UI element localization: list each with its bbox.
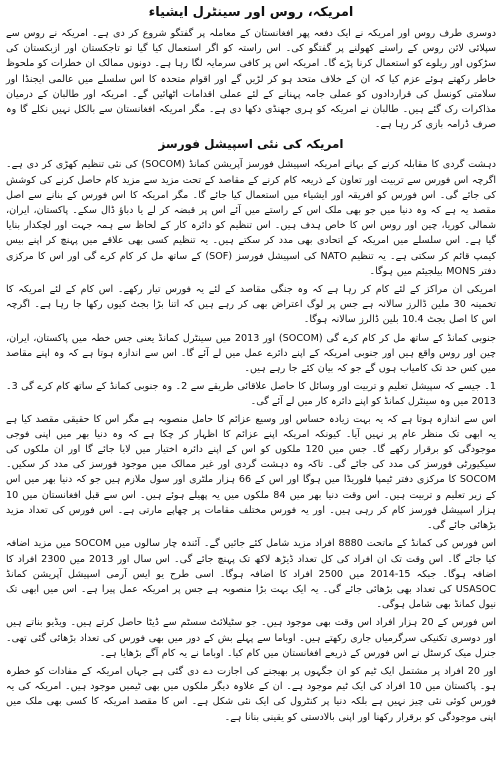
article-paragraph: جنوبی کمانڈ کے ساتھ مل کر کام کرے گی (SOCOM) اور 2013 میں سینٹرل کمانڈ یعنی جس خطہ میں پاکستان، ایران، چین اور روس واقع ہیں اور جنوبی امریکہ کے اپنے دائرے عمل میں لے آئے گا۔ اس سے اندازہ ہوتا ہے کہ وہ اپنے مقاصد میں کس حد تک کامیاب ہوں گے جو کہ بیان کئے جا رہے ہیں۔ [6, 332, 496, 375]
article-paragraph: اس فورس کے 20 ہزار افراد اس وقت بھی موجود ہیں۔ جو سٹیلائٹ سسٹم سے ڈیٹا حاصل کرتے ہیں۔ ویڈیو بناتے ہیں اور دوسری تکنیکی سرگرمیاں جاری رکھتے ہیں۔ اوباما سے پہلے بش کے دور میں بھی فورس کی تعداد بڑھائی گئی تھی۔ جنرل میک کرسٹل نے اس فورس کے ذریعے افغانستان میں کام کیا۔ اوباما نے یہ کام آگے بڑھایا ہے۔ [6, 617, 496, 659]
article-paragraph: اور 20 افراد پر مشتمل ایک ٹیم کو ان جگہوں پر بھیجنے کی اجازت دے دی گئی ہے جہاں امریکہ کے مفادات کو خطرہ ہو۔ پاکستان میں 10 افراد کی ایک ٹیم موجود ہے۔ ان کے علاوہ دیگر ملکوں میں بھی ٹیمیں موجود ہیں۔ امریکہ کی یہ فورس کوئی نئی چیز نہیں ہے بلکہ دنیا پر کنٹرول کی ایک نئی شکل ہے۔ اس کا مقصد امریکہ کا کسی بھی ملک میں اپنی موجودگی کو برقرار رکھنا اور اپنی بالادستی کو یقینی بنانا ہے۔ [6, 665, 497, 723]
article-paragraph: امریکی ان مراکز کے لئے کام کر رہا ہے کہ وہ جنگی مقاصد کے لئے یہ فورس تیار رکھے۔ اس کام کے لئے امریکہ کا تخمینہ 30 ملین ڈالرز سالانہ ہے جس پر لوگ اعتراض بھی کر رہے ہیں کہ اتنا بڑا بجٹ کیوں رکھا جا رہا ہے۔ اگرچہ اس کا اصل بجٹ 10.4 بلین ڈالرز سالانہ ہوگا۔ [6, 284, 496, 326]
article-paragraph: اس فورس کی کمانڈ کے ماتحت 8880 افراد مزید شامل کئے جائیں گے۔ آئندہ چار سالوں میں SOCOM میں مزید اضافہ کیا جائے گا۔ اس وقت تک ان افراد کی کل تعداد ڈیڑھ لاکھ تک پہنچ جائے گی۔ اس سال اور 2013 میں 2300 افراد کا اضافہ ہوگا۔ جبکہ 15-2014 میں 2500 افراد کا اضافہ ہوگا۔ اسی طرح یو ایس آرمی اسپیشل آپریشن کمانڈ USASOC کی تعداد بھی بڑھائی جائے گی۔ یہ ایک بہت بڑا منصوبہ ہے جس پر امریکہ عمل پیرا ہے۔ اس میں ابھی تک نیول کمانڈ بھی شامل ہوگی۔ [6, 538, 497, 611]
article-paragraph: دوسری طرف روس اور امریکہ نے ایک دفعہ پھر افغانستان کے معاملہ پر گفتگو شروع کر دی ہے۔ امریکہ نے روس سے سپلائی لائن روس کے راستے کھولنے پر گفتگو کی۔ اس راستہ کو اگر استعمال کیا گیا تو تاجکستان اور ازبکستان کی سڑکوں اور ریلوے کو استعمال کرنا پڑے گا۔ امریکہ اس پر کافی سرمایہ لگا رہا ہے۔ دونوں ممالک ان خطرات کو ملحوظ خاطر رکھتے ہوئے عزم کیا کہ ان کے خلاف متحد ہو کر لڑیں گے اور اقوام متحدہ کا اس سلسلے میں عالمی ایجنڈا اور سلامتی کونسل کی قراردادوں کو عملی جامہ پہنانے کے لئے عملی اقدامات اٹھائیں گے۔ امریکہ اور طالبان کے درمیان مذاکرات رک گئے ہیں۔ طالبان نے امریکہ کو ہری جھنڈی دکھا دی ہے۔ مگر امریکہ افغانستان سے بالکل نہیں نکلے گا وہ صرف ڈرامہ بازی کر رہا ہے۔ [6, 28, 496, 131]
numbered-list-item: 1۔ جیسے کہ سپیشل تعلیم و تربیت اور وسائل کا حاصل علاقائی طریقے سے 2۔ وہ جنوبی کمانڈ کے ساتھ کام کرے گی 3۔ 2013 میں وہ سینٹرل کمانڈ کو اپنے دائرہ کار میں لے آئے گی۔ [6, 381, 496, 408]
article-title: امریکہ، روس اور سینٹرل ایشیاء [148, 5, 354, 20]
article-paragraph: دہشت گردی کا مقابلہ کرنے کے بہانے امریکہ اسپیشل فورسز آپریشن کمانڈ (SOCOM) کی نئی تنظیم کھڑی کر دی ہے۔ اگرچہ اس فورس سے تربیت اور تعاون کے ذریعہ کام کرنے کے مقاصد کے تحت مزید سے مزید کام حاصل کرنے کی کوشش کی جائے گی۔ اس فورس کو افریقہ اور ایشیاء میں استعمال کیا جائے گا۔ مگر امریکہ کا اس فورس کے بنانے سے اصل مقصد یہ ہے کہ وہ دنیا میں جو بھی ملک اس کے راستے میں آئے اس پر قبضہ کر لے یا دباؤ ڈال سکے۔ پاکستان، ایران، شمالی کوریا، چین اور روس اس کا خاص ہدف ہیں۔ اس تنظیم کو دائرہ کار کے لحاظ سے ہمہ جہت اور لچکدار بنایا گیا ہے۔ اس سلسلے میں امریکہ کے اتحادی بھی مدد کر سکتے ہیں۔ یہ تنظیم کسی بھی علاقے میں پہنچ کر اپنے بیس کیمپ قائم کر سکتی ہے۔ یہ تنظیم NATO کی اسپیشل فورسز (SOF) کے ساتھ مل کر کام کرے گی اور اس کا مرکزی دفتر MONS بیلجیئم میں ہوگا۔ [6, 159, 496, 277]
article-paragraph: اس سے اندازہ ہوتا ہے کہ یہ بہت زیادہ حساس اور وسیع عزائم کا حامل منصوبہ ہے مگر اس کا حقیقی مقصد کیا ہے یہ ابھی تک منظر عام پر نہیں آیا۔ کیونکہ امریکہ اپنے عزائم کا اظہار کر چکا ہے کہ وہ دنیا بھر میں اپنی فوجی موجودگی کو برقرار رکھے گا۔ جس میں 120 ملکوں کو اس کے اپنے دائرہ اختیار میں لایا جائے گا اور ان ملکوں کی سیکیورٹی فورسز کی مدد کی جائے گی۔ تاکہ وہ دہشت گردی اور غیر ممالک میں موجود فورسز کی مدد کر سکیں۔ SOCOM کا مرکزی دفتر ٹیمپا فلوریڈا میں ہوگا اور اس کے 66 ہزار ملٹری اور سول ملازم ہیں جو کہ دنیا بھر میں اس کے زیر تعلیم و تربیت ہیں۔ اس وقت دنیا بھر میں 84 ملکوں میں یہ پھیلے ہوئے ہیں۔ اس سے قبل افغانستان میں 10 ہزار اسپیشل فورسز کام کر رہی ہیں۔ اور یہ فورس مختلف مقامات پر چھاپے مارتی ہے۔ اس فورس کی تعداد مزید بڑھائی جائے گی۔ [6, 413, 497, 532]
section-subtitle: امریکہ کی نئی اسپیشل فورسز [158, 137, 344, 152]
